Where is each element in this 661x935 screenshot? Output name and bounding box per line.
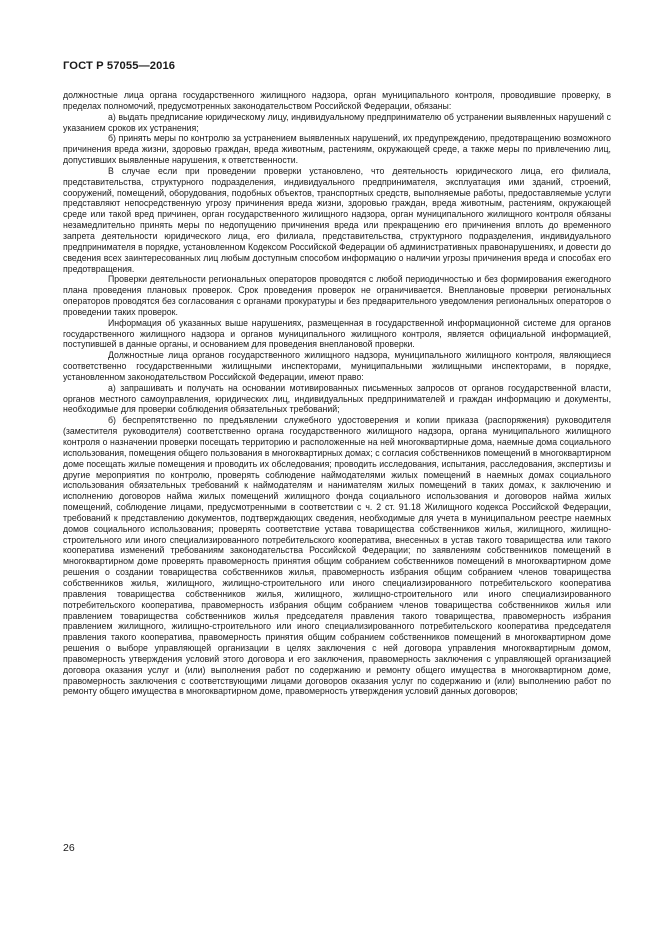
paragraph: Информация об указанных выше нарушениях, размещенная в государственной информационной системе для органов государственного жилищного надзора и органов муниципального жилищного контроля, является официальной информацией, поступившей в данные органы, и основанием для проведения внеплановой проверки. xyxy=(63,317,611,350)
page-number: 26 xyxy=(63,842,75,854)
paragraph: а) запрашивать и получать на основании мотивированных письменных запросов от органов государственной власти, органов местного самоуправления, юридических лиц, индивидуальных предпринимателей и граждан информацию и документы, необходимые для проверки соблюдения обязательных требований; xyxy=(63,382,611,415)
document-body xyxy=(63,90,611,697)
paragraph: В случае если при проведении проверки установлено, что деятельность юридического лица, его филиала, представительства, структурного подразделения, индивидуального предпринимателя, эксплуатация ими зданий, строений, сооружений, помещений, оборудования, подобных объектов, транспортных средств, выполняемые работы, предоставляемые услуги представляют непосредственную угрозу причинения вреда жизни, здоровью граждан, вреда животным, растениям, окружающей среде или такой вред причинен, орган государственного жилищного надзора, орган муниципального жилищного контроля обязаны незамедлительно принять меры по недопущению причинения вреда или прекращению его причинения вплоть до временного запрета деятельности юридического лица, его филиала, представительства, структурного подразделения, индивидуального предпринимателя в порядке, установленном Кодексом Российской Федерации об административных правонарушениях, и довести до сведения всех заинтересованных лиц любым доступным способом информацию о наличии угрозы причинения вреда и способах его предотвращения. xyxy=(63,165,611,274)
paragraph: должностные лица органа государственного жилищного надзора, орган муниципального контроля, проводившие проверку, в пределах полномочий, предусмотренных законодательством Российской Федерации, обязаны: xyxy=(63,90,611,111)
paragraph: б) принять меры по контролю за устранением выявленных нарушений, их предупреждению, предотвращению возможного причинения вреда жизни, здоровью граждан, вреда животным, растениям, окружающей среде, а также меры по привлечению лиц, допустивших выявленные нарушения, к ответственности. xyxy=(63,133,611,166)
paragraph: Проверки деятельности региональных операторов проводятся с любой периодичностью и без формирования ежегодного плана проведения плановых проверок. Срок проведения проверок не ограничивается. Внеплановые проверки региональных операторов проводятся без согласования с органами прокуратуры и без предварительного уведомления региональных операторов о проведении таких проверок. xyxy=(63,274,611,317)
paragraph: б) беспрепятственно по предъявлении служебного удостоверения и копии приказа (распоряжения) руководителя (заместителя руководителя) соответственно органа государственного жилищного надзора, органа муниципального жилищного контроля о назначении проверки посещать территорию и расположенные на ней многоквартирные дома, наемные дома социального использования, помещения общего пользования в многоквартирных домах; с согласия собственников помещений в многоквартирном доме посещать жилые помещения и проводить их обследования; проводить исследования, испытания, расследования, экспертизы и другие мероприятия по контролю, проверять соблюдение наймодателями жилых помещений в наемных домах социального использования обязательных требований к наймодателям и нанимателям жилых помещений в таких домах, к заключению и исполнению договоров найма жилых помещений жилищного фонда социального использования и договоров найма жилых помещений, соблюдение лицами, предусмотренными в соответствии с ч. 2 ст. 91.18 Жилищного кодекса Российской Федерации, требований к представлению документов, подтверждающих сведения, необходимые для учета в муниципальном реестре наемных домов социального использования; проверять соответствие устава товарищества собственников жилья, жилищного, жилищно-строительного или иного специализированного потребительского кооператива, внесенных в устав такого товарищества или такого кооператива изменений требованиям законодательства Российской Федерации; по заявлениям собственников помещений в многоквартирном доме проверять правомерность принятия общим собранием собственников помещений в многоквартирном доме решения о создании товарищества собственников жилья, правомерность избрания общим собранием членов товарищества собственников жилья, жилищного, жилищно-строительного или иного специализированного потребительского кооператива правления товарищества собственников жилья, жилищного, жилищно-строительного или иного специализированного потребительского кооператива, правомерность избрания общим собранием членов товарищества собственников жилья или правлением товарищества собственников жилья председателя правления такого товарищества, правомерность избрания правлением жилищного, жилищно-строительного или иного специализированного потребительского кооператива председателя правления такого кооператива, правомерность принятия общим собранием собственников помещений в многоквартирном доме решения о выборе управляющей организации в целях заключения с ней договора управления многоквартирным домом, правомерность утверждения условий этого договора и его заключения, правомерность заключения с управляющей организацией договора оказания услуг и (или) выполнения работ по содержанию и ремонту общего имущества в многоквартирном доме, правомерность заключения с соответствующими лицами договоров оказания услуг по содержанию и (или) выполнению работ по ремонту общего имущества в многоквартирном доме, правомерность утверждения условий данных договоров; xyxy=(63,415,611,697)
document-header: ГОСТ Р 57055—2016 xyxy=(63,60,176,72)
paragraph: а) выдать предписание юридическому лицу, индивидуальному предпринимателю об устранении выявленных нарушений с указанием сроков их устранения; xyxy=(63,111,611,133)
paragraph: Должностные лица органов государственного жилищного надзора, муниципального жилищного контроля, являющиеся соответственно государственными жилищными инспекторами, муниципальными жилищными инспекторами, в порядке, установленном законодательством Российской Федерации, имеют право: xyxy=(63,350,611,382)
